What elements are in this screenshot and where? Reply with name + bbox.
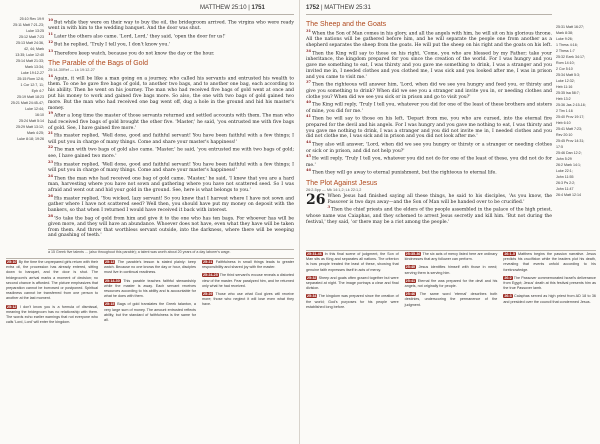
note-reference: 25:13 (105, 260, 115, 264)
study-note (405, 252, 498, 262)
cross-reference: 25:46 Dan 12:2; (556, 151, 582, 155)
note-reference: 25:10 (7, 260, 17, 264)
verse (48, 194, 294, 214)
section-heading: The Parable of the Bags of Gold (48, 60, 149, 68)
note-text: Eternal fire was prepared for the devil and his angels, not originally for people. (404, 278, 498, 289)
note-text: In this final scene of judgment, the Son of Man sits as King and separates all nations. The criterion is how people treated the least of these, showing that genuine faith expresses itself in acts of mercy. (306, 252, 399, 272)
right-notes-rule (306, 250, 596, 251)
study-note (104, 279, 196, 300)
cross-reference: John 5:29 (556, 157, 572, 161)
right-page (300, 0, 600, 444)
cross-reference: 25:36 Jas 2:15-16; (556, 103, 586, 107)
cross-reference: 26:4 Matt 12:14 (556, 193, 581, 197)
left-main-text (48, 18, 294, 246)
verse (48, 18, 294, 32)
cross-reference: 25:12 Matt 7:23 (19, 35, 44, 39)
cross-reference: 25:13 Matt 24:36, (16, 41, 44, 45)
cross-reference: John 11:47 (556, 187, 574, 191)
note-text: Bags of gold translates the Greek talanton, a very large sum of money. The amount entrusted reflects ability, but the standard of faithfulness is the same for all. (104, 302, 196, 323)
verse (48, 49, 294, 57)
verse-number: 41 (306, 114, 312, 119)
note-reference: 25:24-25 (203, 273, 218, 278)
verse-number: 3 (327, 205, 330, 210)
verse (306, 49, 552, 81)
verse (48, 131, 294, 145)
note-text: By the time the unprepared girls return with their extra oil, the procession has already entered, sitting down to banquet, and the door is shut. The bridegroom's arrival marks a moment of decision; no second chance is afforded. The picture emphasizes that preparation cannot be borrowed or postponed. Spiritual readiness cannot be transferred from one person to another at the last moment. (6, 260, 98, 301)
verse-number: 12 (48, 40, 54, 45)
study-note (405, 265, 498, 275)
verse (48, 174, 294, 194)
cross-reference: Luke 12:44; (25, 107, 44, 111)
study-note (104, 302, 196, 323)
left-page-number: 1751 (251, 5, 265, 11)
cross-reference: 2 Tim 1:16 (556, 109, 573, 113)
study-note (405, 292, 498, 308)
verse (306, 205, 552, 225)
cross-reference: 25:34 Matt 5:3; (556, 73, 580, 77)
study-note (6, 305, 98, 326)
verse-number: 10 (48, 18, 54, 22)
verse-text: Then the righteous will answer him, 'Lord, when did we see you hungry and feed you, or thirsty and give you something to drink? When did we see you a stranger and invite you in, or needing clothes and clothe you? When did we see you sick or in prison and go to visit you?' (306, 82, 552, 100)
note-text: The parable's lesson is stated plainly: keep watch. Because no one knows the day or hour, disciples must live in continual readiness. (104, 260, 196, 275)
note-reference: 25:46 (405, 292, 416, 297)
right-running-head (306, 5, 371, 14)
right-cross-references (556, 24, 596, 198)
verse-text: The man with two bags of gold also came. 'Master,' he said, 'you entrusted me with two bags of gold; see, I have gained two more.' (48, 148, 294, 159)
verse (48, 32, 294, 40)
note-reference: 25:35-36 (405, 252, 421, 256)
cross-reference: 2 Cor 5:10 (556, 67, 573, 71)
note-reference: 25:41 (405, 278, 416, 283)
note-reference: 25:31-46 (307, 252, 322, 256)
cross-reference: 25:41 Matt 7:23; (556, 127, 582, 131)
note-text: Matthew begins the passion narrative. Jesus predicts his crucifixion while the leaders plot his death, revealing that events unfold according to his foreknowledge. (503, 252, 596, 272)
note-reference: 26:3 (504, 294, 512, 299)
verse-text: Then they will go away to eternal punishment, but the righteous to eternal life. (312, 170, 497, 176)
verse-text: His master replied, 'Well done, good and faithful servant! You have been faithful with a few things; I will put you in charge of many things. Come and share your master's happiness!' (48, 162, 294, 173)
cross-reference: Rom 14:10; (556, 61, 575, 65)
cross-reference: 17:5 (556, 145, 563, 149)
cross-reference: Luke 22:1; (556, 169, 573, 173)
cross-reference: 26:3 Ps 2:2; (556, 181, 576, 185)
note-text: The third servant's excuse reveals a distorted view of the master. Fear paralyzed him, and he returned only what he had received. (202, 273, 294, 288)
verse-number: 11 (48, 32, 54, 37)
verse-text: When Jesus had finished saying all these things, he said to his disciples, 'As you know, the Passover is two days away—and the Son of Man will be handed over to be crucified.' (327, 193, 552, 205)
cross-reference: 26:2 Mark 14:1; (556, 163, 581, 167)
note-reference: 25:14-30 (105, 278, 120, 283)
verse-text: 'So take the bag of gold from him and give it to the one who has ten bags. For whoever has will be given more, and they will have an abundance. Whoever does not have, even what they have will be taken from them. And throw that worthless servant outside, into the darkness, where there will be weeping and gnashing of teeth.' (48, 216, 294, 239)
study-note (306, 252, 399, 273)
cross-reference: 13:35; Luke 12:40 (15, 53, 44, 57)
cross-reference: Rev 20:10 (556, 133, 573, 137)
cross-reference: Luke 12:32; (556, 79, 575, 83)
cross-reference: 1 Cor 12:7, 11; (20, 83, 44, 87)
cross-reference: 1 Thess 4:16; (556, 43, 578, 47)
note-reference: 25:40 (405, 265, 416, 270)
study-note (202, 292, 294, 308)
chapter-opening (306, 191, 552, 208)
cross-reference: 42, 44; Mark (24, 47, 44, 51)
verse-number: 28 (48, 213, 54, 218)
cross-reference: 16:10 (35, 113, 44, 117)
note-reference: 25:15 (105, 302, 115, 307)
verse-number: 22 (48, 145, 54, 150)
cross-reference: John 11:55 (556, 175, 574, 179)
section-heading: The Sheep and the Goats (306, 21, 387, 28)
verse (48, 145, 294, 159)
verse-number: 24 (48, 173, 54, 178)
left-runhead-label: MATTHEW 25:10 (200, 5, 247, 11)
verse (306, 154, 552, 168)
verse-text: But he replied, 'Truly I tell you, I don't know you.' (54, 42, 171, 48)
study-note (306, 294, 399, 310)
cross-reference: Mark 13:34; (25, 65, 44, 69)
verse-text: His master replied, 'You wicked, lazy servant! So you knew that I harvest where I have not sown and gather where I have not scattered seed? Well then, you should have put my money on deposit with the bankers, so that when I returned I would have received it back with interest. (48, 196, 294, 213)
cross-reference: Heb 13:2 (556, 97, 571, 101)
verse-number: 37 (306, 80, 312, 85)
verse-text: Then the man who had received one bag of gold came. 'Master,' he said, 'I knew that you are a hard man, harvesting where you have not sown and gathering where you have not scattered seed. So I was afraid and went out and hid your gold in the ground. See, here is what belongs to you.' (48, 176, 294, 193)
cross-reference: 25:21 Matt 24:45-47; (10, 101, 44, 105)
study-note (503, 294, 596, 304)
verse (48, 74, 294, 111)
verse-number: 44 (306, 140, 312, 145)
verse-number: 34 (306, 48, 312, 53)
study-note (202, 273, 294, 289)
verse-text: When the Son of Man comes in his glory, and all the angels with him, he will sit on his glorious throne. All the nations will be gathered before him, and he will separate the people one from another as a shepherd separates the sheep from the goats. He will put the sheep on his right and the goats on his left. (306, 31, 552, 49)
cross-reference: 25:40 Prov 19:17; (556, 115, 585, 119)
cross-reference: 25:32 Ezek 34:17; (556, 55, 585, 59)
verse-number: 23 (48, 159, 54, 164)
cross-reference: Heb 11:16 (556, 85, 573, 89)
verse-number: 19 (48, 111, 54, 116)
verse-text: Therefore keep watch, because you do not know the day or the hour. (54, 51, 215, 57)
study-note (503, 276, 596, 292)
right-page-number: 1752 (306, 5, 320, 11)
note-reference: 25:32 (307, 275, 317, 280)
parallel-reference: 26:2-5pp — Mk 14:1,2; Lk 22:1,2 (306, 187, 362, 192)
verse-text: Then he will say to those on his left, 'Depart from me, you who are cursed, into the eternal fire prepared for the devil and his angels. For I was hungry and you gave me nothing to eat, I was thirsty and you gave me nothing to drink, I was a stranger and you did not invite me in, I needed clothes and you did not clothe me, I was sick and in prison and you did not look after me.' (306, 117, 552, 140)
left-footnotes: a 15 Greek five talents ... (also throughout this parable); a talent was worth about 20 years of a day laborer's wage. (48, 250, 231, 254)
verse-number: 45 (306, 154, 312, 159)
verse-number: 13 (48, 48, 54, 53)
verse (48, 214, 294, 240)
verse-text: Later the others also came. 'Lord, Lord,' they said, 'open the door for us!' (54, 34, 226, 40)
section-heading: The Plot Against Jesus (306, 179, 378, 187)
verse-number: 46 (306, 168, 312, 173)
cross-reference: Mark 4:25; (27, 131, 44, 135)
note-text: Jesus identifies himself with those in need; serving them is serving him. (404, 265, 498, 275)
verse-text: But while they were on their way to buy the oil, the bridegroom arrived. The virgins who were ready went in with him to the wedding banquet. And the door was shut. (48, 20, 294, 32)
verse-text: They also will answer, 'Lord, when did we see you hungry or thirsty or a stranger or needing clothes or sick or in prison, and did not help you?' (306, 142, 552, 154)
study-note (104, 260, 196, 276)
verse-number: 31 (306, 29, 312, 33)
cross-reference: Luke 9:26; (556, 37, 573, 41)
note-reference: 26:2 (504, 275, 512, 280)
verse-text: His master replied, 'Well done, good and faithful servant! You have been faithful with a few things; I will put you in charge of many things. Come and share your master's happiness!' (48, 133, 294, 145)
study-note (405, 279, 498, 289)
cross-reference: 25:45 Prov 14:31; (556, 139, 585, 143)
verse (306, 80, 552, 100)
parallel-reference: 25:14-30Ref — Lk 19:12-27 (48, 68, 95, 73)
verse (306, 100, 552, 114)
right-runhead-label: MATTHEW 25:31 (324, 5, 371, 11)
right-header-rule (306, 14, 552, 15)
note-text: The six acts of mercy listed here are ordinary kindnesses that any follower can perform. (404, 252, 498, 262)
cross-reference: 25:19 Matt 18:23 (17, 95, 44, 99)
study-note (306, 276, 399, 292)
cross-reference: Mark 8:38; (556, 31, 573, 35)
study-note (202, 260, 294, 270)
cross-reference: Luke 13:25 (26, 29, 44, 33)
verse-number: 26 (48, 193, 54, 198)
verse (306, 168, 552, 176)
cross-reference: Luke 19:12-27 (21, 71, 44, 75)
note-text: The kingdom was prepared since the creation of the world; God's purposes for his people were established long before. (306, 294, 399, 309)
study-note (503, 252, 596, 273)
verse-text: Then the King will say to those on his right, 'Come, you who are blessed by my Father; take your inheritance, the kingdom prepared for you since the creation of the world. For I was hungry and you gave me something to eat, I was thirsty and you gave me something to drink, I was a stranger and you invited me in, I needed clothes and you clothed me, I was sick and you looked after me, I was in prison and you came to visit me.' (306, 51, 552, 80)
left-cross-references (4, 16, 44, 142)
cross-reference: 25:10 Rev 19:9 (19, 17, 44, 21)
note-text: The Passover commemorated Israel's deliverance from Egypt; Jesus' death at this festival presents him as the true Passover lamb. (503, 275, 596, 291)
study-note (6, 260, 98, 302)
cross-reference: 25:14 Matt 21:33; (16, 59, 44, 63)
verse-text: The King will reply, 'Truly I tell you, whatever you did for one of the least of these brothers and sisters of mine, you did for me.' (306, 102, 552, 114)
right-study-notes (306, 252, 596, 440)
left-header-rule (48, 14, 294, 15)
verse-number: 14 (48, 74, 54, 79)
cross-reference: 25:11 Matt 7:21-23; (13, 23, 44, 27)
note-reference: 25:34 (307, 294, 317, 299)
note-reference: 25:29 (203, 292, 213, 297)
cross-reference: 25:29 Matt 13:12; (16, 125, 44, 129)
verse (306, 114, 552, 140)
note-reference: 26:1-5 (504, 252, 515, 256)
note-text: Those who use what God gives will receive more; those who neglect it will lose even what they have. (202, 292, 294, 307)
verse (306, 140, 552, 154)
verse-number: 40 (306, 100, 312, 105)
note-reference: 25:12 (7, 304, 17, 309)
left-runhead-sep: | (248, 5, 250, 11)
chapter-number: 26 (306, 191, 326, 208)
verse (48, 160, 294, 174)
right-main-text (306, 18, 552, 248)
cross-reference: 25:15 Rom 12:6; (17, 77, 44, 81)
cross-reference: 25:31 Matt 16:27; (556, 25, 584, 29)
note-reference: 25:21 (203, 260, 213, 264)
cross-reference: Eph 4:7 (31, 89, 44, 93)
cross-reference: Luke 8:18; 19:26 (17, 137, 44, 141)
right-runhead-sep: | (321, 5, 325, 11)
note-text: This parable teaches faithful stewardship while the master is away. Each servant receives resources according to his ability and is accountable for what he does with them. (104, 278, 196, 299)
verse-text: He will reply, 'Truly I tell you, whatever you did not do for one of the least of these, you did not do for me.' (306, 156, 552, 168)
cross-reference: 25:35 Isa 58:7; (556, 91, 580, 95)
verse-text: Again, it will be like a man going on a journey, who called his servants and entrusted his wealth to them. To one he gave five bags of gold, to another two bags, and to another one bag, each according to his ability. Then he went on his journey. The man who had received five bags of gold went at once and put his money to work and gained five bags more. So also, the one with two bags of gold gained two more. But the man who had received one bag went off, dug a hole in the ground and hid his master's money. (48, 76, 294, 111)
verse-text: Then the chief priests and the elders of the people assembled in the palace of the high priest, whose name was Caiaphas, and they schemed to arrest Jesus secretly and kill him. 'But not during the festival,' they said, 'or there may be a riot among the people.' (306, 207, 552, 225)
note-text: The same word 'eternal' describes both destinies, underscoring the permanence of the judgment. (404, 292, 498, 307)
left-running-head (200, 5, 265, 14)
cross-reference: Heb 6:10 (556, 121, 571, 125)
left-notes-rule (6, 258, 294, 259)
verse (306, 29, 552, 49)
cross-reference: 25:24 Matt 5:14 (19, 119, 44, 123)
note-text: Sheep and goats often grazed together but were separated at night. The image portrays a clear and final division. (306, 275, 399, 291)
note-text: Caiaphas served as high priest from AD 18 to 36 and presided over the council that condemned Jesus. (503, 294, 596, 304)
cross-reference: 2 Thess 1:7 (556, 49, 575, 53)
verse-text: After a long time the master of those servants returned and settled accounts with them. The man who had received five bags of gold brought the other five. 'Master,' he said, 'you entrusted me with five bags of gold. See, I have gained five more.' (48, 113, 294, 131)
verse (48, 111, 294, 131)
note-text: Faithfulness in small things leads to greater responsibility and shared joy with the master. (202, 260, 294, 270)
note-text: I don't know you is a formula of dismissal, meaning the bridegroom has no relationship with them. The words echo earlier warnings that not everyone who calls 'Lord, Lord' will enter the kingdom. (6, 304, 98, 325)
verse (48, 40, 294, 48)
verse-number: 21 (48, 131, 54, 136)
left-study-notes (6, 260, 294, 440)
